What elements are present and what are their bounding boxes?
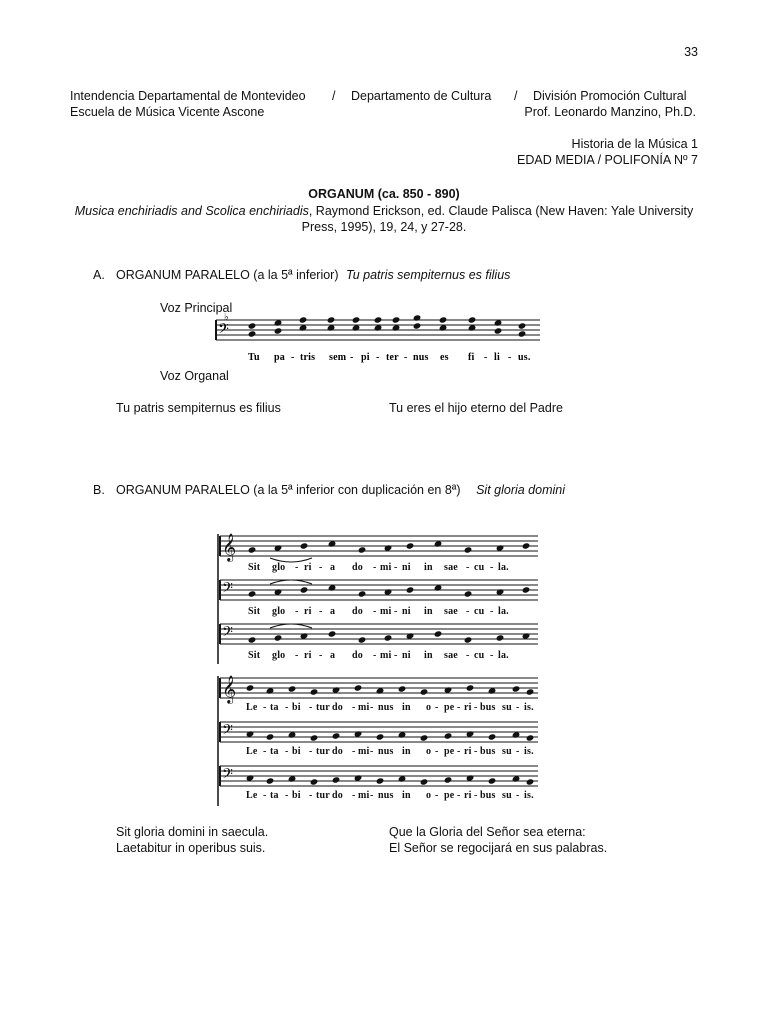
note-head bbox=[358, 546, 367, 553]
lyric-syllable: bus bbox=[480, 790, 496, 801]
lyric-syllable: - bbox=[309, 702, 313, 713]
lyric-syllable: mi bbox=[358, 702, 370, 713]
lyric-syllable: - bbox=[474, 746, 478, 757]
lyric-syllable: ri bbox=[464, 702, 472, 713]
note-head bbox=[248, 590, 257, 597]
lyric-syllable: - bbox=[516, 702, 520, 713]
lyric-syllable: nus bbox=[378, 790, 394, 801]
lyric-syllable: tris bbox=[300, 352, 316, 363]
lyric-syllable: - bbox=[319, 562, 323, 573]
lyric-syllable: - bbox=[516, 746, 520, 757]
lyric-syllable: do bbox=[352, 562, 363, 573]
source-citation bbox=[0, 203, 768, 219]
note-head bbox=[374, 316, 383, 323]
source-citation-line2: Press, 1995), 19, 24, y 27-28. bbox=[301, 220, 467, 234]
lyric-syllable: pe bbox=[444, 790, 455, 801]
lyric-syllable: - bbox=[516, 790, 520, 801]
lyric-syllable: Le bbox=[246, 702, 258, 713]
lyric-syllable: do bbox=[332, 746, 343, 757]
note-head bbox=[522, 542, 531, 549]
lyric-syllable: - bbox=[394, 562, 398, 573]
department-name: Departamento de Cultura bbox=[351, 89, 492, 103]
lyric-syllable: - bbox=[394, 606, 398, 617]
lyric-syllable: - bbox=[435, 702, 439, 713]
note-head bbox=[300, 586, 309, 593]
lyric-syllable: sae bbox=[444, 606, 458, 617]
section-b-spanish-line2: El Señor se regocijará en sus palabras. bbox=[389, 841, 608, 855]
note-head bbox=[300, 542, 309, 549]
lyric-syllable: nus bbox=[378, 702, 394, 713]
lyric-syllable: - bbox=[319, 606, 323, 617]
note-head bbox=[248, 636, 257, 643]
lyric-syllable: pe bbox=[444, 746, 455, 757]
note-head bbox=[406, 586, 415, 593]
note-head bbox=[384, 634, 393, 641]
note-head bbox=[512, 685, 521, 692]
note-head bbox=[468, 316, 477, 323]
lyric-syllable: pi bbox=[361, 352, 370, 363]
lyric-syllable: in bbox=[424, 650, 433, 661]
section-a-heading bbox=[116, 267, 510, 283]
lyric-syllable: ta bbox=[270, 746, 279, 757]
lyric-syllable: ni bbox=[402, 606, 411, 617]
lyric-syllable: a bbox=[330, 650, 336, 661]
lyric-syllable: li bbox=[494, 352, 500, 363]
institution-name: Intendencia Departamental de Montevideo bbox=[70, 89, 306, 103]
flat-icon: ♭ bbox=[224, 312, 229, 323]
lyric-syllable: - bbox=[457, 702, 461, 713]
lyric-syllable: do bbox=[352, 650, 363, 661]
slur bbox=[270, 580, 312, 584]
lyric-syllable: - bbox=[370, 746, 374, 757]
note-head bbox=[518, 322, 527, 329]
lyric-syllable: mi bbox=[358, 790, 370, 801]
lyric-syllable: - bbox=[352, 790, 356, 801]
note-head bbox=[420, 688, 429, 695]
lyric-syllable: bi bbox=[292, 702, 301, 713]
section-a-latin-text: Tu patris sempiternus es filius bbox=[116, 401, 281, 415]
note-head bbox=[444, 776, 453, 783]
lyric-syllable: - bbox=[394, 650, 398, 661]
lyric-syllable: - bbox=[295, 562, 299, 573]
source-title: Musica enchiriadis and Scolica enchiriadis bbox=[74, 204, 309, 218]
lyric-syllable: glo bbox=[272, 606, 286, 617]
note-head bbox=[248, 546, 257, 553]
note-head bbox=[522, 586, 531, 593]
lyric-syllable: us. bbox=[518, 352, 531, 363]
note-head bbox=[376, 777, 385, 784]
section-b-heading-text: ORGANUM PARALELO (a la 5ª inferior con duplicación en 8ª) bbox=[116, 483, 461, 497]
lyric-syllable: Le bbox=[246, 790, 258, 801]
section-a-heading-text: ORGANUM PARALELO (a la 5ª inferior) bbox=[116, 268, 339, 282]
note-head bbox=[488, 777, 497, 784]
note-head bbox=[332, 732, 341, 739]
lyric-syllable: sae bbox=[444, 562, 458, 573]
lyric-syllable: - bbox=[457, 746, 461, 757]
lyric-syllable: mi bbox=[380, 606, 392, 617]
section-b-latin-line1: Sit gloria domini in saecula. bbox=[116, 825, 269, 839]
page-number: 33 bbox=[684, 45, 698, 59]
lyric-syllable: bi bbox=[292, 746, 301, 757]
note-head bbox=[526, 688, 535, 695]
note-head bbox=[398, 685, 407, 692]
lyric-syllable: su bbox=[502, 790, 512, 801]
lyric-syllable: - bbox=[484, 352, 488, 363]
lyric-syllable: - bbox=[490, 562, 494, 573]
lyric-syllable: - bbox=[466, 562, 470, 573]
lyric-syllable: - bbox=[435, 746, 439, 757]
note-head bbox=[246, 684, 255, 691]
lyric-syllable: - bbox=[295, 650, 299, 661]
lyric-syllable: glo bbox=[272, 650, 286, 661]
lyric-syllable: in bbox=[402, 746, 411, 757]
note-head bbox=[439, 316, 448, 323]
note-head bbox=[310, 734, 319, 741]
lyric-syllable: cu bbox=[474, 650, 485, 661]
score-tu-patris bbox=[210, 312, 546, 368]
staff bbox=[220, 678, 538, 698]
note-head bbox=[248, 322, 257, 329]
note-head bbox=[413, 322, 422, 329]
lyric-syllable: - bbox=[291, 352, 295, 363]
note-head bbox=[288, 685, 297, 692]
score-sit-gloria bbox=[212, 528, 542, 810]
lyric-syllable: ri bbox=[304, 650, 312, 661]
lyric-syllable: Le bbox=[246, 746, 258, 757]
lyric-syllable: do bbox=[332, 702, 343, 713]
lyric-syllable: mi bbox=[380, 650, 392, 661]
note-head bbox=[444, 732, 453, 739]
lyric-syllable: Sit bbox=[248, 650, 261, 661]
lyric-syllable: - bbox=[376, 352, 380, 363]
lyric-syllable: is. bbox=[524, 702, 534, 713]
note-head bbox=[464, 590, 473, 597]
staff bbox=[220, 624, 538, 644]
lyric-syllable: - bbox=[370, 702, 374, 713]
lyric-syllable: nus bbox=[413, 352, 429, 363]
lyric-syllable: - bbox=[373, 562, 377, 573]
lyric-syllable: - bbox=[309, 746, 313, 757]
lyric-syllable: la. bbox=[498, 606, 509, 617]
lyric-syllable: - bbox=[350, 352, 354, 363]
lyric-syllable: ta bbox=[270, 702, 279, 713]
section-a-marker: A. bbox=[93, 268, 105, 282]
note-head bbox=[266, 733, 275, 740]
lyric-syllable: sae bbox=[444, 650, 458, 661]
note-head bbox=[413, 314, 422, 321]
lyric-syllable: ta bbox=[270, 790, 279, 801]
lyric-syllable: - bbox=[285, 702, 289, 713]
school-name: Escuela de Música Vicente Ascone bbox=[70, 105, 265, 119]
score-systems bbox=[218, 533, 538, 806]
lyric-syllable: o bbox=[426, 790, 432, 801]
section-b-heading-italic: Sit gloria domini bbox=[476, 483, 566, 497]
professor-name: Prof. Leonardo Manzino, Ph.D. bbox=[524, 105, 696, 119]
note-head bbox=[466, 684, 475, 691]
lyric-syllable: tur bbox=[316, 702, 330, 713]
lyric-syllable: - bbox=[435, 790, 439, 801]
lyric-syllable: - bbox=[490, 606, 494, 617]
note-head bbox=[526, 734, 535, 741]
lyric-syllable: - bbox=[404, 352, 408, 363]
lyric-syllable: - bbox=[319, 650, 323, 661]
lyric-syllable: in bbox=[402, 702, 411, 713]
lyric-syllable: a bbox=[330, 562, 336, 573]
lyric-syllable: bus bbox=[480, 746, 496, 757]
lyric-syllable: - bbox=[263, 702, 267, 713]
note-head bbox=[299, 316, 308, 323]
lyric-syllable: - bbox=[263, 746, 267, 757]
note-head bbox=[420, 778, 429, 785]
lyric-syllable: la. bbox=[498, 562, 509, 573]
lyric-syllable: - bbox=[285, 746, 289, 757]
header-separator: / bbox=[514, 89, 518, 103]
lyric-syllable: do bbox=[352, 606, 363, 617]
lyric-syllable: is. bbox=[524, 790, 534, 801]
note-head bbox=[266, 777, 275, 784]
note-head bbox=[332, 776, 341, 783]
lyric-syllable: pe bbox=[444, 702, 455, 713]
section-a-heading-italic: Tu patris sempiternus es filius bbox=[346, 268, 511, 282]
course-name: Historia de la Música 1 bbox=[571, 137, 698, 151]
lyric-syllable: - bbox=[466, 606, 470, 617]
lyric-syllable: in bbox=[424, 606, 433, 617]
note-head bbox=[376, 733, 385, 740]
lyric-syllable: fi bbox=[468, 352, 475, 363]
lyric-syllable: cu bbox=[474, 562, 485, 573]
note-head bbox=[248, 330, 257, 337]
lyric-syllable: tur bbox=[316, 790, 330, 801]
bass-clef-icon: 𝄢 bbox=[218, 321, 229, 341]
lyric-syllable: cu bbox=[474, 606, 485, 617]
section-b-heading bbox=[116, 482, 565, 498]
note-head bbox=[434, 630, 443, 637]
lyric-syllable: ni bbox=[402, 650, 411, 661]
note-head bbox=[358, 636, 367, 643]
lyric-syllable: su bbox=[502, 702, 512, 713]
lyric-syllable: - bbox=[352, 702, 356, 713]
lyric-syllable: ri bbox=[464, 746, 472, 757]
lyric-syllable: - bbox=[285, 790, 289, 801]
lyric-syllable: sem bbox=[329, 352, 347, 363]
lyric-syllable: ter bbox=[386, 352, 399, 363]
note-head bbox=[310, 688, 319, 695]
bass-clef-icon: 𝄢 bbox=[222, 766, 233, 786]
source-details: , Raymond Erickson, ed. Claude Palisca (New Haven: Yale University bbox=[308, 204, 694, 218]
lyric-syllable: tur bbox=[316, 746, 330, 757]
section-a-spanish-text: Tu eres el hijo eterno del Padre bbox=[389, 401, 563, 415]
note-head bbox=[496, 634, 505, 641]
lyric-syllable: bus bbox=[480, 702, 496, 713]
note-head bbox=[328, 630, 337, 637]
note-head bbox=[274, 634, 283, 641]
note-head bbox=[518, 330, 527, 337]
lyric-syllable: a bbox=[330, 606, 336, 617]
lyric-syllable: ri bbox=[464, 790, 472, 801]
lyric-syllable: glo bbox=[272, 562, 286, 573]
note-head bbox=[488, 733, 497, 740]
lyric-syllable: Sit bbox=[248, 562, 261, 573]
note-head bbox=[274, 327, 283, 334]
lyric-syllable: nus bbox=[378, 746, 394, 757]
header-separator: / bbox=[332, 89, 336, 103]
bass-clef-icon: 𝄢 bbox=[222, 580, 233, 600]
lyric-syllable: es bbox=[440, 352, 449, 363]
note-head bbox=[352, 316, 361, 323]
lyric-syllable: in bbox=[402, 790, 411, 801]
document-title: ORGANUM (ca. 850 - 890) bbox=[308, 187, 460, 201]
unit-name: EDAD MEDIA / POLIFONÍA Nº 7 bbox=[517, 153, 698, 167]
lyric-syllable: - bbox=[474, 702, 478, 713]
note-head bbox=[406, 542, 415, 549]
lyric-syllable: - bbox=[370, 790, 374, 801]
section-b-marker: B. bbox=[93, 483, 105, 497]
notes-group bbox=[248, 314, 527, 337]
voz-principal-label: Voz Principal bbox=[160, 301, 233, 315]
section-b-spanish-line1: Que la Gloria del Señor sea eterna: bbox=[389, 825, 586, 839]
lyric-syllable: o bbox=[426, 702, 432, 713]
lyric-syllable: ni bbox=[402, 562, 411, 573]
bass-clef-icon: 𝄢 bbox=[222, 722, 233, 742]
note-head bbox=[392, 316, 401, 323]
lyric-syllable: - bbox=[309, 790, 313, 801]
slur bbox=[270, 624, 312, 628]
note-head bbox=[526, 778, 535, 785]
note-head bbox=[354, 684, 363, 691]
lyric-syllable: - bbox=[263, 790, 267, 801]
staff bbox=[220, 536, 538, 556]
lyric-syllable: su bbox=[502, 746, 512, 757]
voz-organal-label: Voz Organal bbox=[160, 369, 229, 383]
lyric-syllable: Tu bbox=[248, 352, 260, 363]
lyric-syllable: - bbox=[352, 746, 356, 757]
division-name: División Promoción Cultural bbox=[533, 89, 687, 103]
lyric-syllable: o bbox=[426, 746, 432, 757]
lyric-syllable: is. bbox=[524, 746, 534, 757]
lyric-syllable: do bbox=[332, 790, 343, 801]
lyrics-row bbox=[248, 352, 531, 363]
note-head bbox=[464, 546, 473, 553]
lyric-syllable: - bbox=[457, 790, 461, 801]
lyric-syllable: - bbox=[508, 352, 512, 363]
bass-clef-icon: 𝄢 bbox=[222, 624, 233, 644]
note-head bbox=[494, 327, 503, 334]
lyric-syllable: pa bbox=[274, 352, 285, 363]
note-head bbox=[420, 734, 429, 741]
note-head bbox=[464, 636, 473, 643]
lyric-syllable: - bbox=[373, 650, 377, 661]
lyric-syllable: bi bbox=[292, 790, 301, 801]
treble-clef-icon: 𝄞 bbox=[222, 675, 237, 703]
staff bbox=[220, 580, 538, 600]
note-head bbox=[310, 778, 319, 785]
lyric-syllable: - bbox=[466, 650, 470, 661]
lyric-syllable: mi bbox=[380, 562, 392, 573]
lyric-syllable: mi bbox=[358, 746, 370, 757]
lyric-syllable: Sit bbox=[248, 606, 261, 617]
lyric-syllable: in bbox=[424, 562, 433, 573]
treble-clef-icon: 𝄞 bbox=[222, 533, 237, 561]
lyric-syllable: la. bbox=[498, 650, 509, 661]
lyric-syllable: ri bbox=[304, 606, 312, 617]
lyric-syllable: - bbox=[490, 650, 494, 661]
lyric-syllable: - bbox=[373, 606, 377, 617]
lyric-syllable: - bbox=[295, 606, 299, 617]
lyric-syllable: ri bbox=[304, 562, 312, 573]
note-head bbox=[358, 590, 367, 597]
note-head bbox=[327, 316, 336, 323]
section-b-latin-line2: Laetabitur in operibus suis. bbox=[116, 841, 266, 855]
lyric-syllable: - bbox=[474, 790, 478, 801]
